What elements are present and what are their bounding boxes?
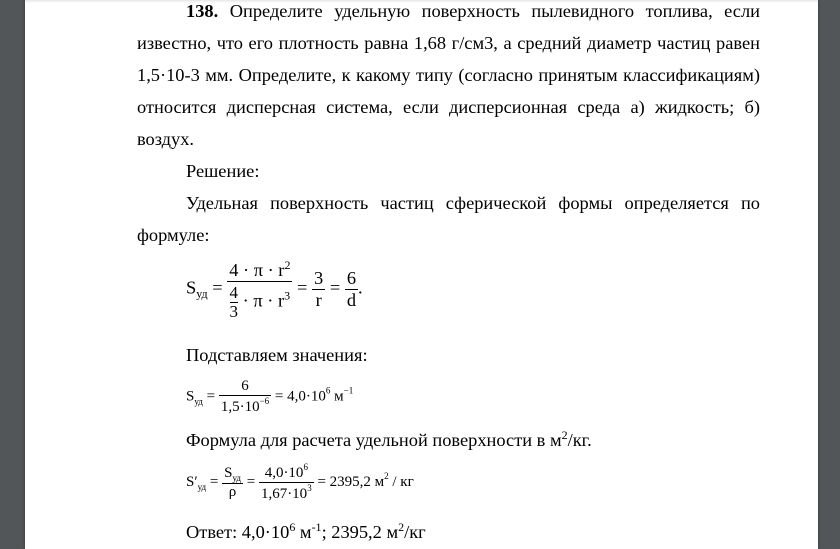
formula2-result-sup: 6 — [325, 385, 331, 396]
problem-line-5: воздух. — [137, 129, 195, 149]
formula-mass-specific-surface: $S'_{уд}$ = $\frac{S_{уд}}{\rho}$ = $\frac{4,0\cdot 10^6}{1,67\cdot 10^3}$ = 2395,2 $м^2$ / кг — [186, 462, 414, 502]
formula1-eq-3: = — [329, 277, 341, 298]
substitute-label: Подставляем значения: — [186, 345, 368, 365]
formula-substitution: $S_{уд}$ = $\frac{6}{1,5\cdot 10^{-6}}$ = $4,0\cdot 10^6$ $м^{-1}$ — [186, 378, 354, 415]
formula2-fraction — [219, 378, 271, 416]
formula1-four-thirds — [230, 284, 239, 321]
problem-line-3: 1,5·10-3 мм. Определите, к какому типу (согласно принятым классификациям) — [137, 65, 760, 85]
solution-heading: Решение: — [186, 161, 260, 181]
formula-specific-surface — [186, 258, 363, 321]
formula1-num: 4 · π · r — [229, 260, 285, 280]
solution-intro-line-1: Удельная поверхность частиц сферической формы определяется по — [186, 193, 760, 213]
mass-surface-label: Формула для расчета удельной поверхности в $м^2/кг$. — [186, 428, 592, 450]
formula2-unit-sup: −1 — [343, 385, 354, 396]
problem-number: 138. — [186, 1, 219, 21]
formula3-lhs-sub: уд — [197, 481, 207, 492]
formula3-lhs: S′ — [186, 473, 198, 490]
formula2-result: = 4,0·10 — [274, 388, 326, 405]
formula3-fraction-1: $\frac{S_{уд}}{\rho}$ — [224, 464, 241, 500]
formula2-unit: м — [334, 388, 344, 405]
formula1-fraction-main — [227, 258, 292, 321]
formula1-fraction-3-r: $\frac{3}{r}$ — [314, 268, 324, 310]
solution-intro-line-2: формуле: — [137, 225, 210, 245]
formula1-eq: = — [212, 277, 223, 298]
problem-line-1 — [137, 1, 760, 22]
document-page — [25, 0, 818, 549]
formula2-lhs: S — [186, 388, 195, 405]
formula3-result: = 2395,2 м — [317, 473, 385, 490]
formula1-den-rest: · π · r — [242, 290, 285, 311]
formula3-fraction-2: $\frac{4,0\cdot 10^6}{1,67\cdot 10^3}$ — [260, 462, 312, 502]
formula1-num-sup: 2 — [284, 258, 291, 272]
problem-line-4: относится дисперсная система, если дисперсионная среда а) жидкость; б) — [137, 97, 760, 117]
formula1-lhs-sub: уд — [196, 286, 208, 301]
three: 3 — [229, 302, 239, 321]
answer-line: Ответ: $4,0\cdot 10^6$ $м^{-1}$; 2395,2 $м^2/кг$ — [186, 520, 426, 542]
formula2-den: 1,5·10 — [220, 399, 260, 415]
problem-line-2: известно, что его плотность равна 1,68 г/см3, а средний диаметр частиц равен — [137, 33, 760, 53]
formula2-den-sup: −6 — [259, 396, 270, 406]
formula1-fraction-6-d: $\frac{6}{d}$ — [346, 268, 357, 310]
formula1-end: . — [358, 277, 363, 298]
formula1-den-sup: 3 — [284, 288, 291, 303]
formula2-lhs-sub: уд — [194, 396, 203, 407]
problem-text-1: Определите удельную поверхность пылевидного топлива, если — [229, 1, 760, 21]
formula2-num: 6 — [241, 378, 249, 394]
formula1-lhs: S — [186, 277, 197, 298]
formula1-eq-2: = — [297, 277, 308, 298]
four: 4 — [229, 283, 239, 302]
